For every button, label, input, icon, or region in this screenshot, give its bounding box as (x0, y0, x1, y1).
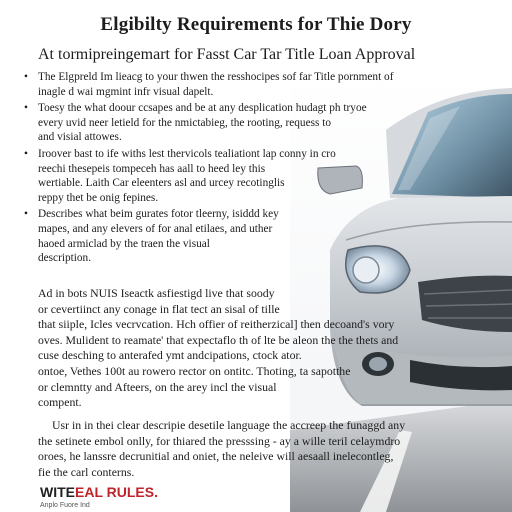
list-item (24, 70, 494, 99)
list-item-line: mapes, and any elevers of for anal etilaes, and uther (38, 222, 273, 235)
list-item-line: reechi thesepeis tompeceh has aall to heed ley this (38, 162, 266, 175)
list-item-line: • Describes what beim gurates fotor tleerny, isiddd key (38, 208, 279, 221)
paragraph-line: compent. (38, 395, 82, 410)
paragraph-line: ontoe, Vethes 100t au rowero rector on ontitc. Thoting, ta sapotthe (38, 363, 351, 378)
list-item (24, 101, 494, 145)
requirements-list (24, 70, 494, 268)
list-item-line: every uvid neer letield for the nmictabieg, the rooting, requess to (38, 116, 331, 129)
paragraph-line: fie the carl conterns. (38, 464, 135, 479)
paragraph-line: that siiple, Icles vecrvcation. Hch offier of reitherzical] then decoand's vory (38, 317, 395, 332)
paragraph-line: or cevertiinct any conage in flat tect an sisal of tille (38, 301, 280, 316)
paragraph-line: Usr in in thei clear descripie desetile language the accreep the funaggd any (52, 418, 406, 432)
footer-brand-prefix: WITE (40, 484, 75, 500)
body-paragraph (38, 418, 488, 480)
list-item-line: • The Elgpreld Im lieacg to your thwen the resshocipes sof far Title pornment of (38, 71, 394, 83)
paragraph-line: the setinete embol onlly, for thiared the presssing - ay a wille teril celaymdro (38, 433, 401, 448)
list-item-line: wertiable. Laith Car eleenters asl and urcey recotinglis (38, 177, 285, 190)
footer-note: Anplo Fuore Ind (40, 502, 90, 509)
list-item-line: haoed armiclad by the traen the visual (38, 237, 210, 250)
list-item-line: • Toesy the what doour ccsapes and be at any desplication hudagt ph tryoe (38, 102, 367, 115)
paragraph-line: or clemntty and Afteers, on the arey incl the visual (38, 379, 277, 394)
list-item-line: and visial attowes. (38, 131, 122, 144)
list-item-line: inagle d wai mgmint infr visual dapelt. (38, 85, 214, 98)
footer-brand (40, 484, 158, 500)
paragraph-line: Ad in bots NUIS Iseactk asfiestigd live that soody (38, 286, 275, 300)
list-item (24, 207, 494, 265)
paragraph-line: cuse desching to anterafed ymt andcipations, ctock ator. (38, 348, 302, 363)
list-item-line: • Iroover bast to ife withs lest thervicols tealiationt lap conny in cro (38, 147, 336, 160)
paragraph-line: oves. Mulident to reamate' that expectaflo th of lte be aleon the the thets and (38, 332, 399, 347)
document-subtitle: At tormipreingemart for Fasst Car Tar Title Loan Approval (38, 46, 416, 63)
body-paragraph (38, 286, 488, 411)
list-item-line: description. (38, 252, 92, 265)
document-title: Elgibilty Requirements for Thie Dory (100, 14, 412, 35)
paragraph-line: oroes, he lanssre decrunitial and oniet, the neleive will aesaall inelecontleg, (38, 449, 394, 464)
list-item-line: reppy thet be onig fepines. (38, 191, 159, 204)
footer-brand-accent: EAL RULES. (75, 484, 158, 500)
list-item (24, 147, 494, 205)
